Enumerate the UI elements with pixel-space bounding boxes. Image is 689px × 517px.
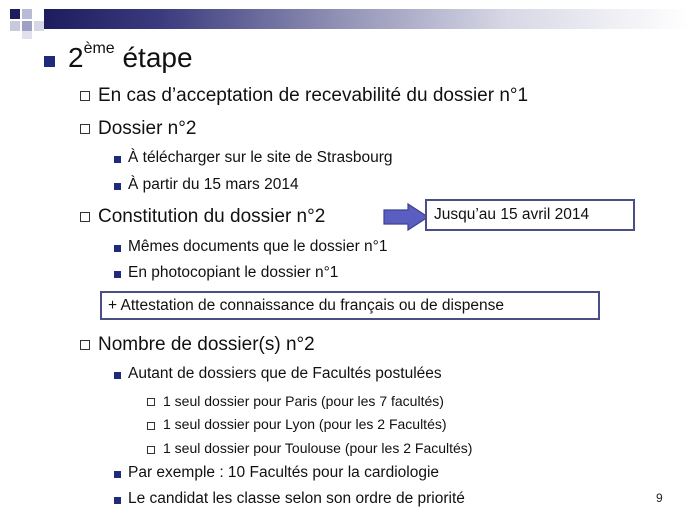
attestation-box: [100, 291, 600, 320]
list-item: Mêmes documents que le dossier n°1: [128, 238, 388, 255]
square-bullet: [114, 156, 121, 163]
hollow-bullet: [80, 212, 90, 222]
small-hollow-bullet: [147, 446, 155, 454]
square-bullet: [114, 245, 121, 252]
list-item: Constitution du dossier n°2: [98, 206, 326, 227]
list-item: À partir du 15 mars 2014: [128, 176, 299, 193]
title-bullet: [44, 56, 55, 67]
slide-title: 2ème étape: [68, 39, 193, 73]
list-item: À télécharger sur le site de Strasbourg: [128, 149, 393, 166]
header-decoration: [0, 0, 689, 40]
list-item: Autant de dossiers que de Facultés postulées: [128, 365, 442, 382]
hollow-bullet: [80, 340, 90, 350]
list-item: Le candidat les classe selon son ordre de priorité: [128, 490, 465, 507]
list-item: 1 seul dossier pour Lyon (pour les 2 Facultés): [163, 416, 447, 432]
square-bullet: [114, 183, 121, 190]
deadline-box: [425, 199, 635, 231]
attestation-text: + Attestation de connaissance du français ou de dispense: [108, 297, 504, 314]
list-item: Nombre de dossier(s) n°2: [98, 334, 315, 355]
list-item: Dossier n°2: [98, 118, 197, 139]
header-gradient-bar: [44, 9, 689, 29]
square-bullet: [114, 372, 121, 379]
deadline-text: Jusqu’au 15 avril 2014: [434, 206, 590, 223]
list-item: Par exemple : 10 Facultés pour la cardiologie: [128, 464, 440, 481]
list-item: En photocopiant le dossier n°1: [128, 264, 339, 281]
list-item: 1 seul dossier pour Toulouse (pour les 2 Facultés): [163, 440, 473, 456]
square-bullet: [114, 271, 121, 278]
page-number: 9: [656, 491, 663, 505]
hollow-bullet: [80, 124, 90, 134]
list-item: 1 seul dossier pour Paris (pour les 7 facultés): [163, 393, 444, 409]
square-bullet: [114, 497, 121, 504]
small-hollow-bullet: [147, 398, 155, 406]
square-bullet: [114, 471, 121, 478]
small-hollow-bullet: [147, 422, 155, 430]
hollow-bullet: [80, 91, 90, 101]
list-item: En cas d’acceptation de recevabilité du dossier n°1: [98, 85, 529, 106]
